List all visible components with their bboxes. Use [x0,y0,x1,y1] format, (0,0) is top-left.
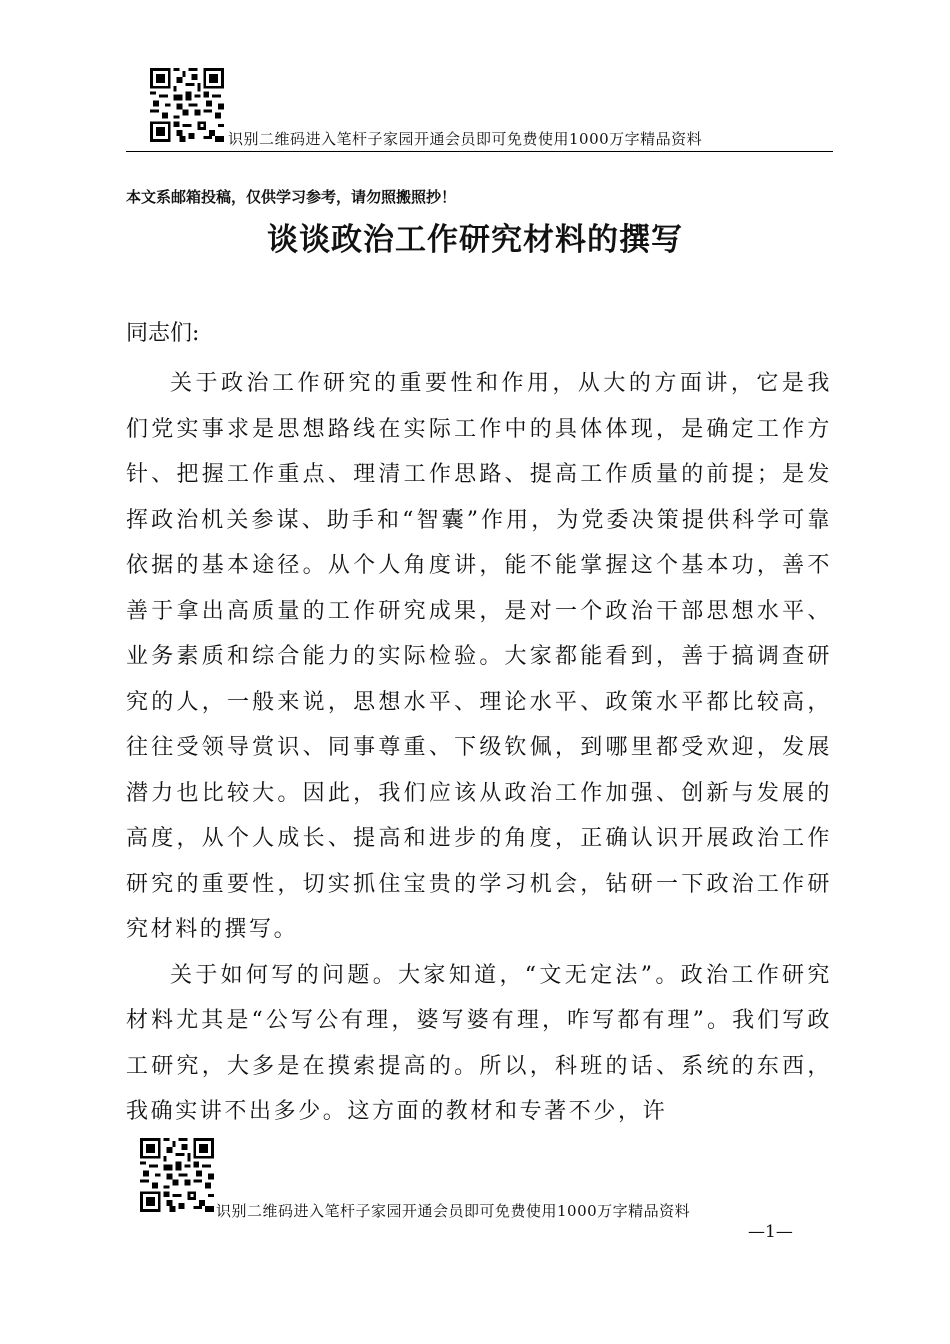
paragraph: 关于如何写的问题。大家知道，“文无定法”。政治工作研究材料尤其是“公写公有理，婆写婆有理，咋写都有理”。我们写政工研究，大多是在摸索提高的。所以，科班的话、系统的东西，我确实讲不出多少。这方面的教材和专著不少，许 [126,962,832,1124]
page-number: —1— [748,1222,793,1242]
header-qr-code-icon [150,68,224,142]
header-divider [126,151,833,152]
paragraph: 关于政治工作研究的重要性和作用，从大的方面讲，它是我们党实事求是思想路线在实际工作中的具体体现，是确定工作方针、把握工作重点、理清工作思路、提高工作质量的前提；是发挥政治机关参谋、助手和“智囊”作用，为党委决策提供科学可靠依据的基本途径。从个人角度讲，能不能掌握这个基本功，善不善于拿出高质量的工作研究成果，是对一个政治干部思想水平、业务素质和综合能力的实际检验。大家都能看到，善于搞调查研究的人，一般来说，思想水平、理论水平、政策水平都比较高，往往受领导赏识、同事尊重、下级钦佩，到哪里都受欢迎，发展潜力也比较大。因此，我们应该从政治工作加强、创新与发展的高度，从个人成长、提高和进步的角度，正确认识开展政治工作研究的重要性，切实抓住宝贵的学习机会，钻研一下政治工作研究材料的撰写。 [126,371,832,942]
salutation: 同志们: [126,321,200,346]
body-text [126,361,832,1135]
footer-qr-code-icon [140,1138,214,1212]
footer-banner: 识别二维码进入笔杆子家园开通会员即可免费使用1000万字精品资料 [216,1202,691,1220]
header-banner: 识别二维码进入笔杆子家园开通会员即可免费使用1000万字精品资料 [228,130,703,148]
document-title: 谈谈政治工作研究材料的撰写 [267,222,683,258]
submission-notice: 本文系邮箱投稿，仅供学习参考，请勿照搬照抄！ [126,188,457,206]
